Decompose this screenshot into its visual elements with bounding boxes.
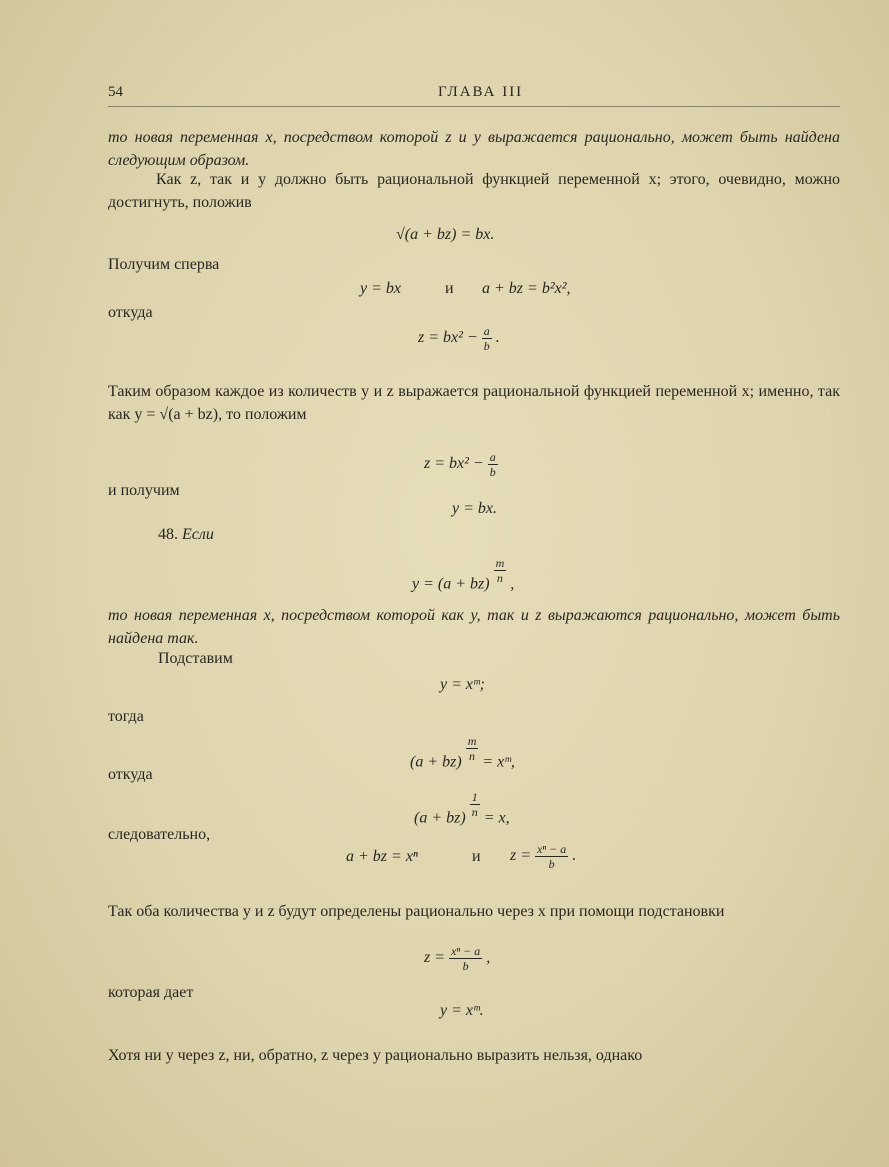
exponent-denominator: n [471,805,478,819]
exponent-m-over-n [494,556,507,585]
conjunction-and: и [445,280,454,297]
paragraph-both-quantities: Так оба количества y и z будут определены рационально через x при помощи подстановки [108,903,725,920]
equation-y-power-end: , [510,575,515,593]
paragraph-new-variable: то новая переменная x, посредством которой как y, так и z выражаются рационально, может быть найдена так. [108,607,840,647]
equation-substitution [424,944,490,973]
equation-y-xm-2: y = xᵐ. [440,1002,484,1019]
equation-power-x-base: (a + bz) [414,809,466,827]
exponent-numerator: m [495,556,505,570]
equation-z-xn [510,842,576,871]
header-rule [108,106,840,107]
fraction-denominator: b [535,856,568,871]
label-substitute: Подставим [158,650,233,667]
equation-z-2-left: z = bx² − [424,455,484,473]
equation-power-x [414,790,510,827]
equation-power-xm-base: (a + bz) [410,753,462,771]
chapter-title: ГЛАВА III [438,84,524,100]
fraction-numerator: xⁿ − a [537,842,567,856]
paragraph-intro: то новая переменная x, посредством которой z и y выражается рационально, может быть найдена следующим образом. [108,129,840,169]
fraction-xn-minus-a-over-b-2 [449,944,482,973]
equation-a-bz: a + bz = b²x², [482,280,571,297]
fraction-numerator: a [489,450,496,464]
fraction-denominator: b [483,339,490,353]
label-whence-1: откуда [108,304,153,321]
section-word: Если [182,526,214,543]
exponent-numerator: 1 [471,790,478,804]
label-first: Получим сперва [108,256,220,273]
exponent-1-over-n [470,790,480,819]
fraction-denominator: b [449,958,482,973]
page-number: 54 [108,84,123,100]
equation-power-x-right: = x, [483,809,510,827]
equation-a-bz-xn: a + bz = xⁿ [346,848,418,865]
equation-y-power-base: y = (a + bz) [412,575,490,593]
equation-z-1-end: . [495,329,500,347]
exponent-denominator: n [466,748,479,763]
equation-y-bx: y = bx [360,280,401,297]
section-number: 48. [158,526,178,543]
section-48 [158,526,214,544]
paragraph-each-quantity: Таким образом каждое из количеств y и z выражается рациональной функцией переменной x; именно, так как y = √(a + bz), то положим [108,383,840,423]
label-whence-2: откуда [108,766,153,783]
equation-z-1 [418,324,500,353]
paragraph-although: Хотя ни y через z, ни, обратно, z через y рационально выразить нельзя, однако [108,1047,643,1064]
fraction-numerator: a [483,324,490,338]
equation-y-power [412,556,514,593]
fraction-a-over-b-2 [488,450,498,479]
label-and-get: и получим [108,482,180,499]
label-which-gives: которая дает [108,984,194,1001]
label-then: тогда [108,708,144,725]
conjunction-and-2: и [472,848,481,865]
fraction-denominator: b [489,465,496,479]
fraction-a-over-b [482,324,492,353]
exponent-numerator: m [467,734,477,748]
equation-z-xn-end: . [572,847,577,865]
equation-power-xm [410,734,515,771]
equation-z-1-left: z = bx² − [418,329,478,347]
equation-substitution-end: , [486,949,491,967]
exponent-m-over-n-2 [466,734,479,763]
fraction-numerator: xⁿ − a [451,944,481,958]
fraction-xn-minus-a-over-b [535,842,568,871]
equation-z-2 [424,450,498,479]
equation-z-xn-left: z = [510,847,532,865]
equation-substitution-left: z = [424,949,446,967]
paragraph-rational-function: Как z, так и y должно быть рациональной функцией переменной x; этого, очевидно, можно достигнуть, положив [108,171,841,211]
equation-y-xm: y = xᵐ; [440,676,485,693]
equation-power-xm-right: = xᵐ, [482,753,515,771]
label-consequently: следовательно, [108,826,211,843]
equation-y-bx-2: y = bx. [452,500,497,517]
equation-sqrt: √(a + bz) = bx. [396,226,495,243]
exponent-denominator: n [494,570,507,585]
